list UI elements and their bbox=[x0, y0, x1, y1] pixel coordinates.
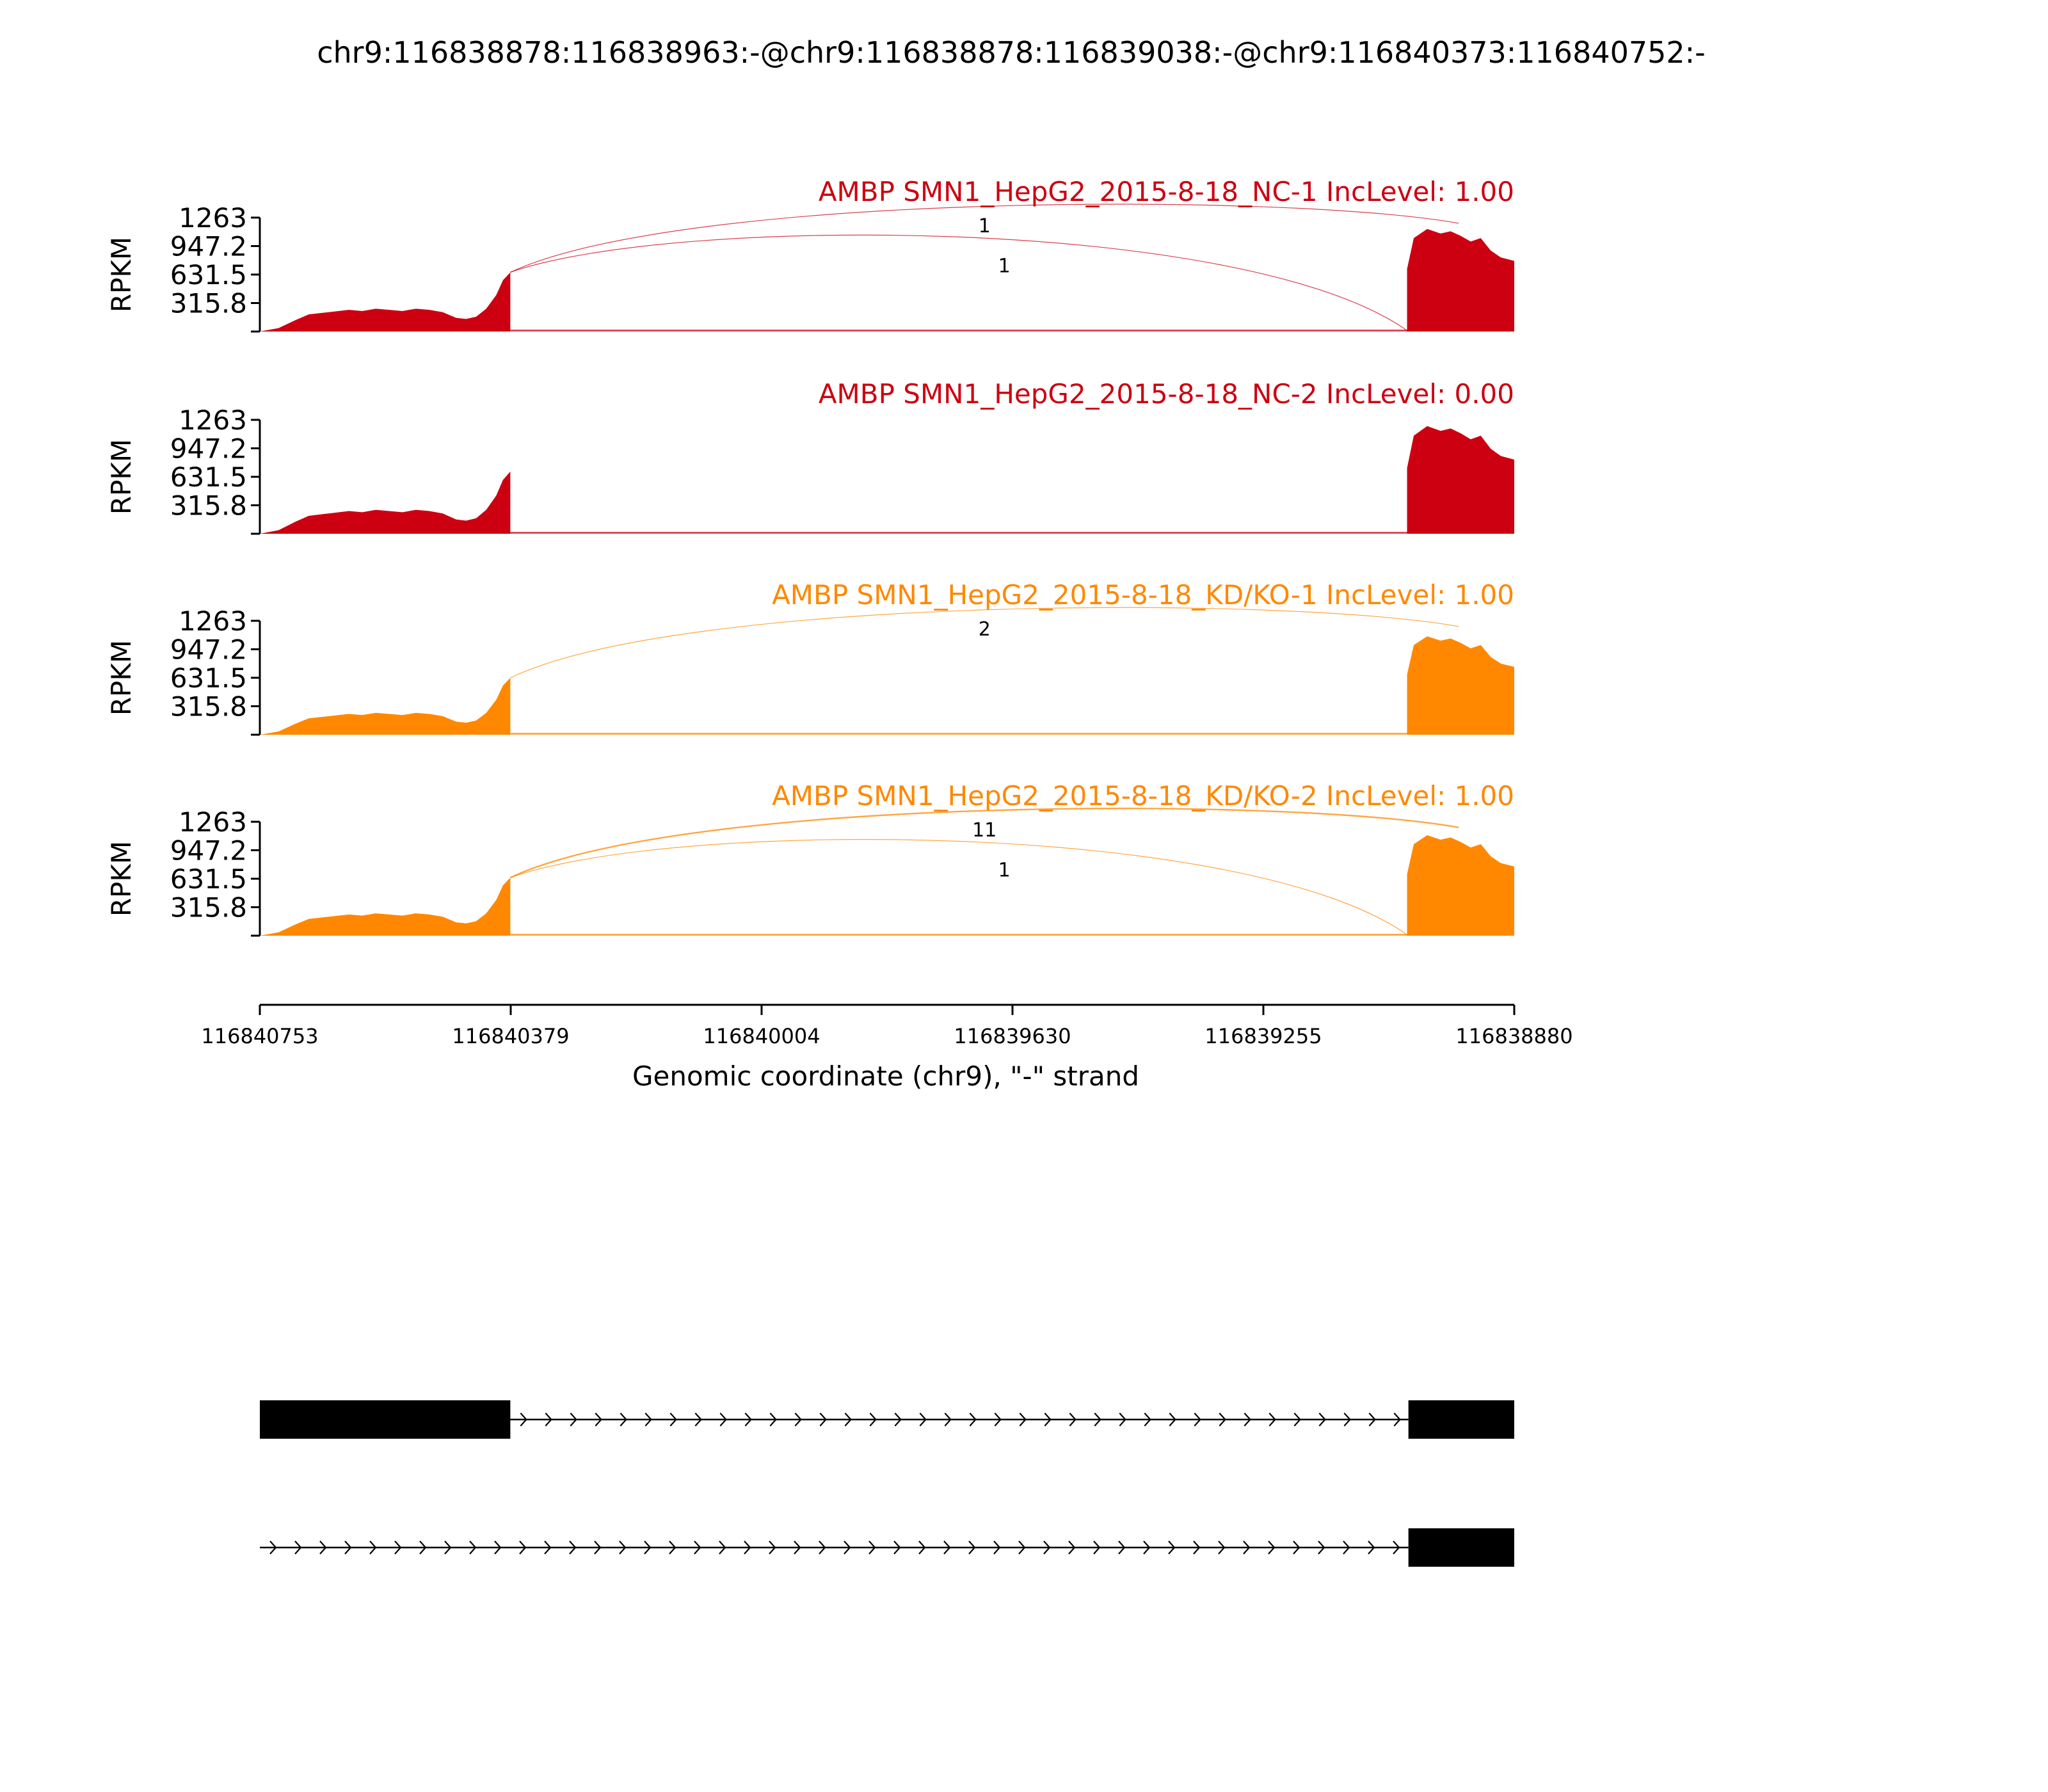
junction-count-label: 1 bbox=[998, 255, 1011, 278]
x-axis bbox=[201, 1005, 1572, 1092]
junction-arc bbox=[510, 840, 1408, 936]
coverage-panel bbox=[106, 378, 1514, 534]
series-title: AMBP SMN1_HepG2_2015-8-18_KD/KO-1 IncLevel: 1.00 bbox=[772, 579, 1514, 611]
y-tick-label: 631.5 bbox=[170, 863, 247, 895]
junction-count-label: 1 bbox=[998, 859, 1011, 882]
y-tick-label: 315.8 bbox=[170, 892, 247, 924]
coverage-area-upstream bbox=[260, 678, 510, 735]
y-tick-label: 1263 bbox=[179, 605, 247, 637]
coverage-panel bbox=[106, 579, 1514, 735]
exon-block bbox=[1409, 1400, 1514, 1439]
junction-count-label: 1 bbox=[978, 215, 991, 238]
y-axis-label: RPKM bbox=[106, 639, 137, 716]
coverage-area-downstream bbox=[1407, 835, 1514, 936]
series-title: AMBP SMN1_HepG2_2015-8-18_NC-1 IncLevel: 1.00 bbox=[818, 176, 1514, 207]
isoform-row bbox=[260, 1528, 1514, 1567]
y-tick-label: 1263 bbox=[179, 806, 247, 838]
y-tick-label: 947.2 bbox=[170, 433, 247, 465]
y-tick-label: 947.2 bbox=[170, 230, 247, 262]
x-tick-label: 116839630 bbox=[954, 1024, 1071, 1048]
coverage-area-upstream bbox=[260, 272, 510, 332]
y-tick-label: 631.5 bbox=[170, 662, 247, 694]
figure-title: chr9:116838878:116838963:-@chr9:116838878:116839038:-@chr9:116840373:116840752:- bbox=[317, 35, 1706, 70]
x-tick-label: 116840379 bbox=[452, 1024, 570, 1048]
y-tick-label: 1263 bbox=[179, 404, 247, 436]
y-axis-label: RPKM bbox=[106, 438, 137, 515]
x-tick-label: 116840004 bbox=[703, 1024, 820, 1048]
x-tick-label: 116840753 bbox=[201, 1024, 319, 1048]
coverage-area-upstream bbox=[260, 877, 510, 936]
coverage-panel bbox=[106, 780, 1514, 936]
coverage-area-downstream bbox=[1407, 636, 1514, 735]
y-axis-label: RPKM bbox=[106, 840, 137, 917]
junction-arc bbox=[510, 235, 1408, 332]
series-title: AMBP SMN1_HepG2_2015-8-18_KD/KO-2 IncLevel: 1.00 bbox=[772, 780, 1514, 812]
y-tick-label: 1263 bbox=[179, 202, 247, 234]
isoform-row bbox=[260, 1400, 1514, 1439]
coverage-panel bbox=[106, 176, 1514, 332]
coverage-area-downstream bbox=[1407, 229, 1514, 332]
exon-block bbox=[260, 1400, 510, 1439]
y-tick-label: 315.8 bbox=[170, 490, 247, 522]
junction-count-label: 2 bbox=[978, 618, 991, 641]
y-tick-label: 631.5 bbox=[170, 461, 247, 493]
x-tick-label: 116838880 bbox=[1455, 1024, 1573, 1048]
x-tick-label: 116839255 bbox=[1204, 1024, 1322, 1048]
y-tick-label: 947.2 bbox=[170, 835, 247, 867]
series-title: AMBP SMN1_HepG2_2015-8-18_NC-2 IncLevel: 0.00 bbox=[818, 378, 1514, 410]
coverage-panels bbox=[106, 176, 1514, 936]
exon-block bbox=[1409, 1528, 1514, 1567]
junction-count-label: 11 bbox=[972, 819, 997, 842]
coverage-area-upstream bbox=[260, 472, 510, 534]
x-axis-label: Genomic coordinate (chr9), "-" strand bbox=[632, 1060, 1140, 1092]
isoform-track bbox=[260, 1400, 1514, 1567]
y-tick-label: 947.2 bbox=[170, 634, 247, 666]
y-axis-label: RPKM bbox=[106, 236, 137, 313]
y-tick-label: 631.5 bbox=[170, 259, 247, 291]
y-tick-label: 315.8 bbox=[170, 691, 247, 723]
coverage-area-downstream bbox=[1407, 426, 1514, 534]
y-tick-label: 315.8 bbox=[170, 287, 247, 319]
